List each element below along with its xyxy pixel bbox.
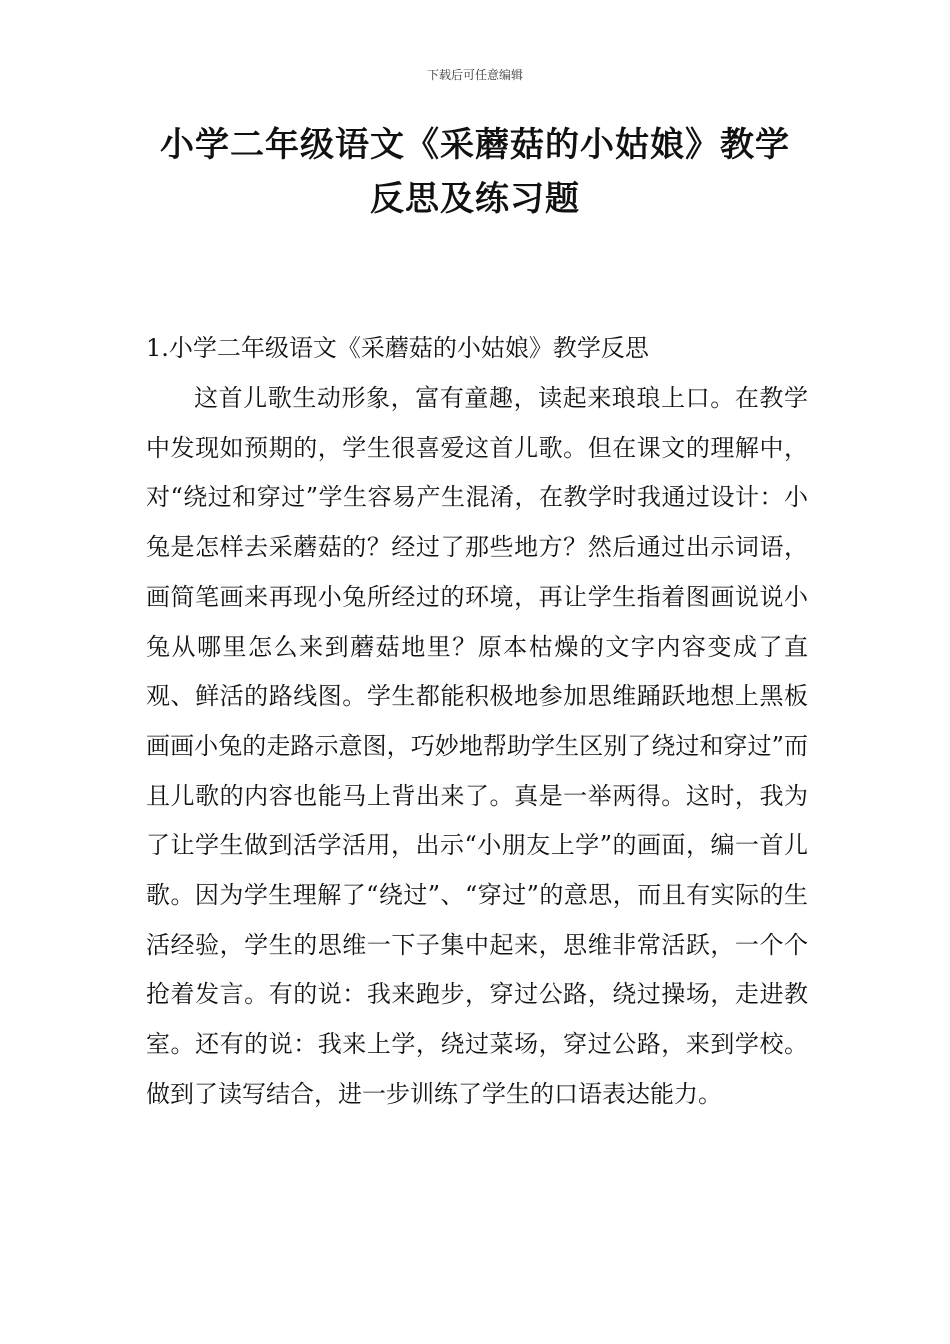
body-paragraph: 这首儿歌生动形象，富有童趣，读起来琅琅上口。在教学中发现如预期的，学生很喜爱这首儿歌。但在课文的理解中，对“绕过和穿过”学生容易产生混淆，在教学时我通过设计：小兔是怎样去采蘑菇的？经过了那些地方？然后通过出示词语，画简笔画来再现小兔所经过的环境，再让学生指着图画说说小兔从哪里怎么来到蘑菇地里？原本枯燥的文字内容变成了直观、鲜活的路线图。学生都能积极地参加思维踊跃地想上黑板画画小兔的走路示意图，巧妙地帮助学生区别了绕过和穿过”而且儿歌的内容也能马上背出来了。真是一举两得。这时，我为了让学生做到活学活用，出示“小朋友上学”的画面，编一首儿歌。因为学生理解了“绕过”、“穿过”的意思，而且有实际的生活经验，学生的思维一下子集中起来，思维非常活跃，一个个抢着发言。有的说：我来跑步，穿过公路，绕过操场，走进教室。还有的说：我来上学，绕过菜场，穿过公路，来到学校。做到了读写结合，进一步训练了学生的口语表达能力。 (146, 384, 808, 1108)
title-line-1: 小学二年级语文《采蘑菇的小姑娘》教学 (160, 125, 790, 165)
header-note: 下载后可任意编辑 (426, 68, 523, 82)
section-heading: 1.小学二年级语文《采蘑菇的小姑娘》教学反思 (146, 334, 649, 362)
title-line-2: 反思及练习题 (370, 179, 580, 219)
document-title (120, 118, 830, 226)
